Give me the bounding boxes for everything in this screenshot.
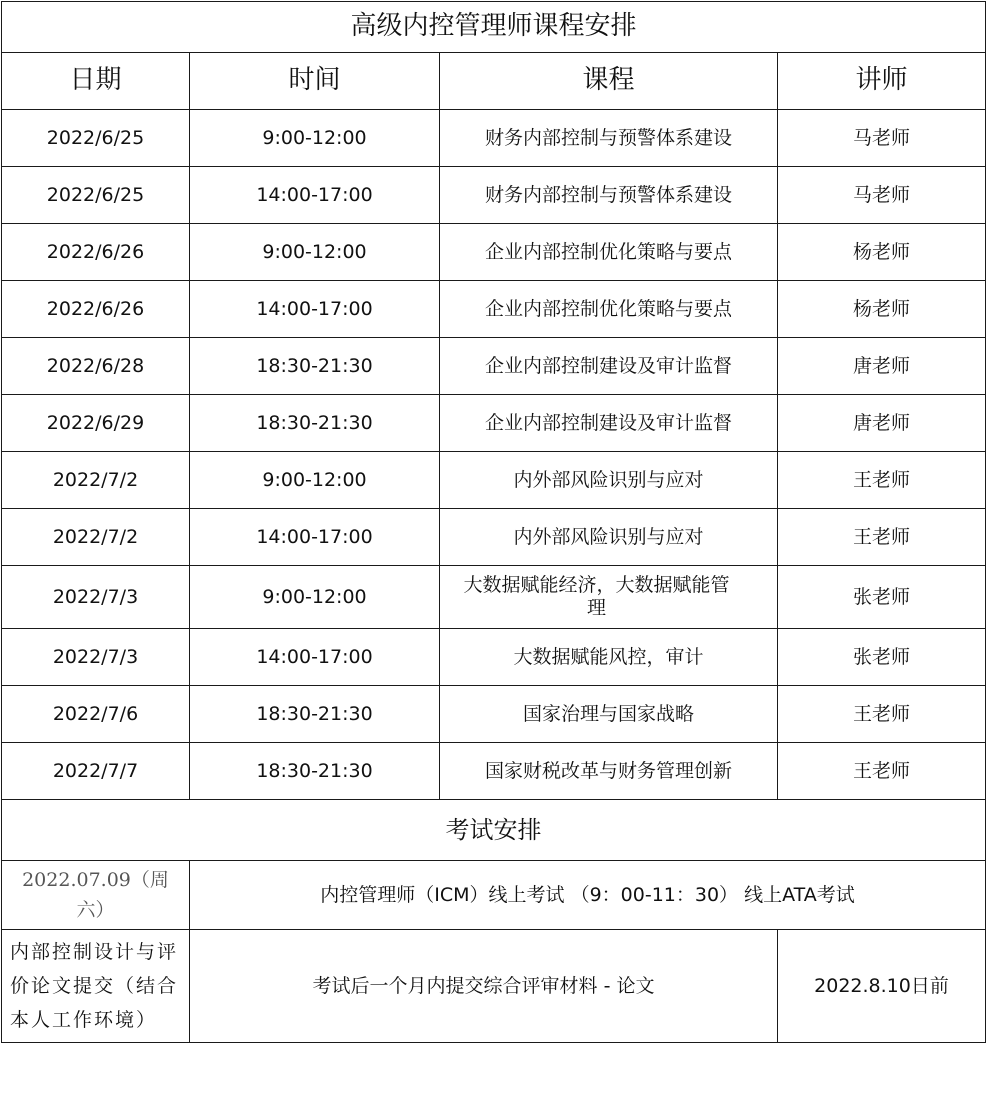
- cell-date: 2022/7/6: [2, 686, 190, 743]
- cell-lecturer: 唐老师: [778, 338, 986, 395]
- cell-time: 14:00-17:00: [190, 167, 440, 224]
- header-course: 课程: [440, 53, 778, 110]
- cell-date: 2022/7/2: [2, 452, 190, 509]
- cell-lecturer: 张老师: [778, 629, 986, 686]
- exam-section-title: 考试安排: [2, 800, 986, 861]
- cell-date: 2022/6/29: [2, 395, 190, 452]
- cell-date: 2022/6/26: [2, 281, 190, 338]
- exam-row: [2, 861, 986, 930]
- table-row: [2, 395, 986, 452]
- cell-lecturer: 王老师: [778, 686, 986, 743]
- cell-date: 2022/6/28: [2, 338, 190, 395]
- cell-time: 18:30-21:30: [190, 338, 440, 395]
- table-row: [2, 224, 986, 281]
- table-title: 高级内控管理师课程安排: [2, 2, 986, 53]
- cell-date: 2022/6/25: [2, 110, 190, 167]
- cell-course: 财务内部控制与预警体系建设: [440, 167, 778, 224]
- cell-lecturer: 杨老师: [778, 281, 986, 338]
- cell-course: 大数据赋能经济，大数据赋能管理: [440, 566, 778, 629]
- cell-lecturer: 杨老师: [778, 224, 986, 281]
- cell-course: 企业内部控制建设及审计监督: [440, 395, 778, 452]
- cell-time: 9:00-12:00: [190, 110, 440, 167]
- cell-date: 2022/7/2: [2, 509, 190, 566]
- cell-course: 国家治理与国家战略: [440, 686, 778, 743]
- cell-course: 内外部风险识别与应对: [440, 509, 778, 566]
- cell-time: 9:00-12:00: [190, 224, 440, 281]
- table-row: [2, 743, 986, 800]
- cell-date: 2022/6/25: [2, 167, 190, 224]
- thesis-description: 考试后一个月内提交综合评审材料 - 论文: [190, 930, 778, 1043]
- cell-course: 企业内部控制优化策略与要点: [440, 281, 778, 338]
- schedule-table: [1, 1, 986, 1043]
- title-row: [2, 2, 986, 53]
- exam-date: 2022.07.09（周六）: [2, 861, 190, 930]
- cell-lecturer: 王老师: [778, 743, 986, 800]
- cell-time: 18:30-21:30: [190, 686, 440, 743]
- cell-course: 企业内部控制优化策略与要点: [440, 224, 778, 281]
- table-row: [2, 452, 986, 509]
- table-row: [2, 566, 986, 629]
- cell-time: 18:30-21:30: [190, 743, 440, 800]
- cell-course: 国家财税改革与财务管理创新: [440, 743, 778, 800]
- cell-time: 9:00-12:00: [190, 452, 440, 509]
- table-row: [2, 167, 986, 224]
- cell-lecturer: 王老师: [778, 509, 986, 566]
- cell-time: 14:00-17:00: [190, 629, 440, 686]
- cell-course: 大数据赋能风控，审计: [440, 629, 778, 686]
- header-row: [2, 53, 986, 110]
- cell-lecturer: 王老师: [778, 452, 986, 509]
- table-row: [2, 110, 986, 167]
- table-row: [2, 338, 986, 395]
- cell-time: 9:00-12:00: [190, 566, 440, 629]
- cell-course: 内外部风险识别与应对: [440, 452, 778, 509]
- exam-title-row: [2, 800, 986, 861]
- cell-date: 2022/6/26: [2, 224, 190, 281]
- cell-lecturer: 唐老师: [778, 395, 986, 452]
- exam-description: 内控管理师（ICM）线上考试 （9：00-11：30） 线上ATA考试: [190, 861, 986, 930]
- header-lecturer: 讲师: [778, 53, 986, 110]
- header-time: 时间: [190, 53, 440, 110]
- cell-date: 2022/7/3: [2, 566, 190, 629]
- cell-course: 企业内部控制建设及审计监督: [440, 338, 778, 395]
- cell-lecturer: 张老师: [778, 566, 986, 629]
- cell-date: 2022/7/3: [2, 629, 190, 686]
- thesis-row: [2, 930, 986, 1043]
- table-row: [2, 686, 986, 743]
- table-row: [2, 629, 986, 686]
- cell-date: 2022/7/7: [2, 743, 190, 800]
- thesis-label: 内部控制设计与评价论文提交（结合本人工作环境）: [2, 930, 190, 1043]
- cell-lecturer: 马老师: [778, 167, 986, 224]
- table-row: [2, 281, 986, 338]
- cell-lecturer: 马老师: [778, 110, 986, 167]
- cell-course: 财务内部控制与预警体系建设: [440, 110, 778, 167]
- thesis-deadline: 2022.8.10日前: [778, 930, 986, 1043]
- header-date: 日期: [2, 53, 190, 110]
- cell-time: 14:00-17:00: [190, 281, 440, 338]
- cell-time: 18:30-21:30: [190, 395, 440, 452]
- cell-time: 14:00-17:00: [190, 509, 440, 566]
- table-row: [2, 509, 986, 566]
